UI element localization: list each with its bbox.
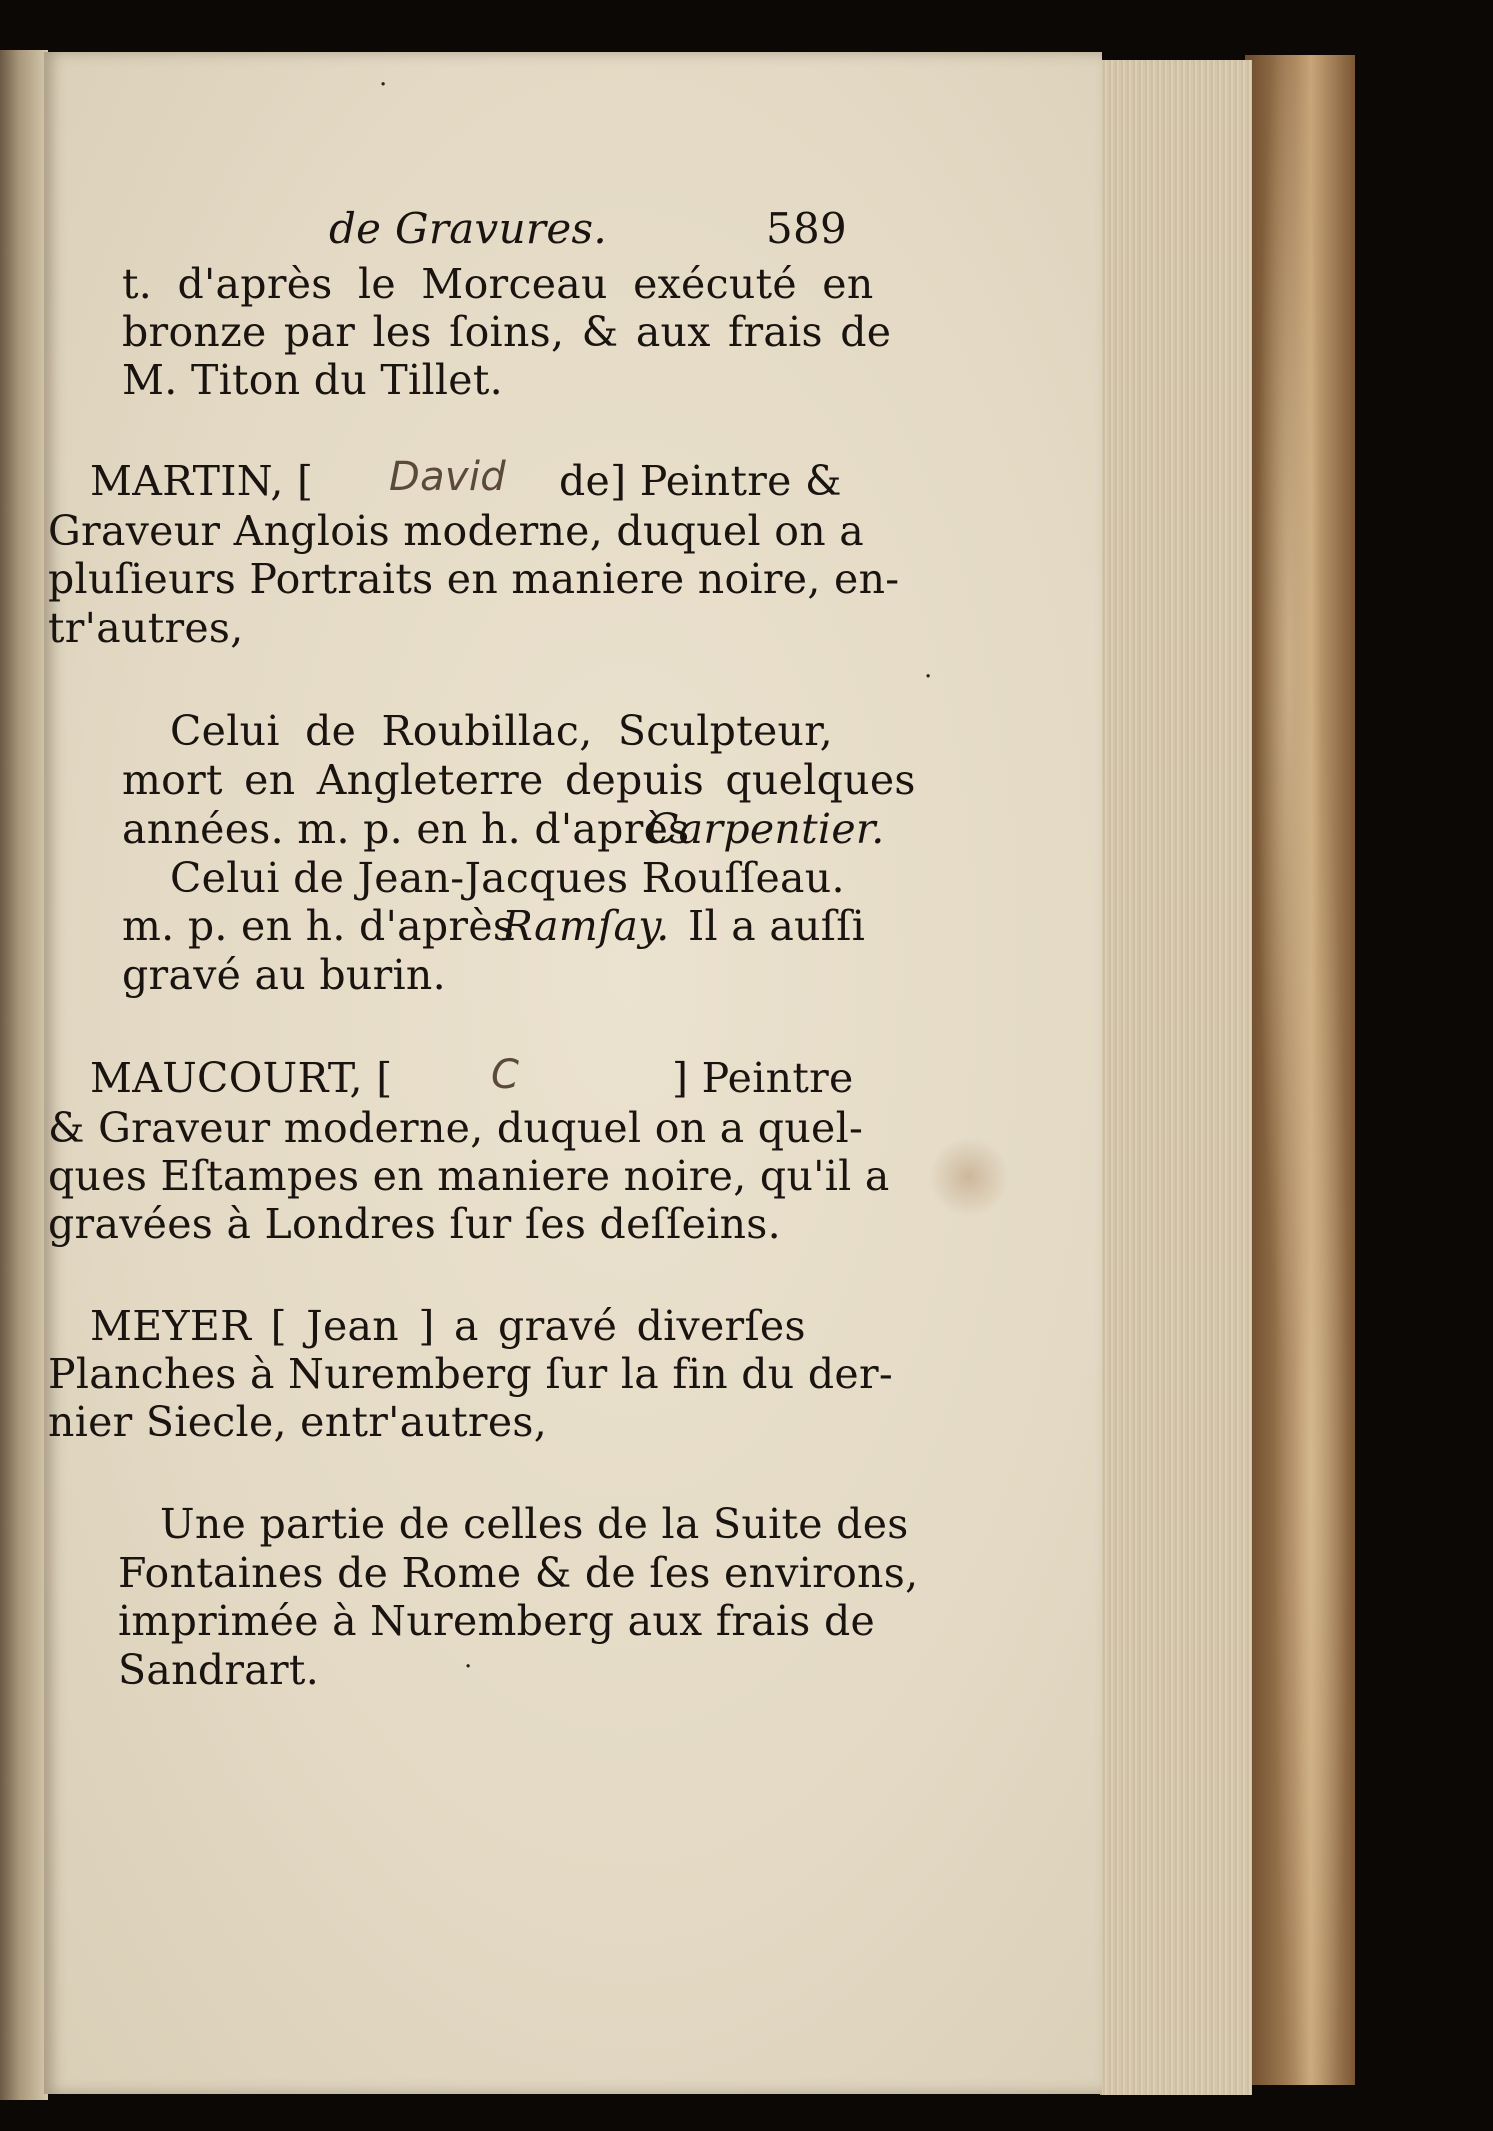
stray-mark: · [464, 1652, 473, 1682]
text-line: Il a auſſi [688, 902, 866, 950]
text-line: nier Siecle, entr'autres, [48, 1398, 548, 1446]
text-line: Sandrart. [118, 1646, 320, 1694]
text-line: t. d'après le Morceau exécuté en [122, 260, 874, 308]
text-line: M. Titon du Tillet. [122, 356, 503, 404]
entry-heading-meyer: MEYER [ Jean ] a gravé diverſes [90, 1302, 806, 1350]
text-line: de] Peintre & [559, 457, 842, 505]
entry-heading-martin: MARTIN, [ [90, 457, 314, 505]
stray-mark: · [924, 662, 933, 692]
stray-mark: · [379, 70, 388, 100]
page [44, 52, 1102, 2094]
text-line: bronze par les ſoins, & aux frais de [122, 308, 892, 356]
text-line: Graveur Anglois moderne, duquel on a [48, 507, 864, 555]
text-line: Celui de Roubillac, Sculpteur, [170, 707, 833, 755]
text-line: pluſieurs Portraits en maniere noire, en- [48, 555, 900, 603]
text-line: m. p. en h. d'après [122, 902, 515, 950]
running-header-title: de Gravures. [329, 204, 607, 253]
text-line: ques Eſtampes en maniere noire, qu'il a [48, 1152, 890, 1200]
page-edges [1100, 60, 1252, 2095]
artist-name-carpentier: Carpentier. [647, 805, 885, 853]
text-line: Planches à Nuremberg ſur la fin du der- [48, 1350, 894, 1398]
text-line: imprimée à Nuremberg aux frais de [118, 1597, 876, 1645]
text-line: mort en Angleterre depuis quelques [122, 756, 916, 804]
handwritten-annotation-david: David [389, 454, 506, 500]
page-number: 589 [766, 204, 848, 253]
text-line: années. m. p. en h. d'après [122, 805, 690, 853]
text-line: gravé au burin. [122, 951, 446, 999]
text-line: gravées à Londres ſur ſes deſſeins. [48, 1200, 781, 1248]
handwritten-annotation-c: C [491, 1052, 520, 1098]
book-spine-left [0, 50, 48, 2100]
book-cover-edge [1245, 55, 1355, 2085]
entry-heading-maucourt: MAUCOURT, [ [90, 1054, 393, 1102]
artist-name-ramsay: Ramſay. [502, 902, 670, 950]
text-line: Fontaines de Rome & de ſes environs, [118, 1549, 919, 1597]
text-line: ] Peintre [672, 1054, 854, 1102]
text-line: tr'autres, [48, 604, 244, 652]
text-line: Une partie de celles de la Suite des [160, 1500, 909, 1548]
text-line: Celui de Jean-Jacques Rouſſeau. [170, 854, 845, 902]
text-line: & Graveur moderne, duquel on a quel- [48, 1104, 864, 1152]
